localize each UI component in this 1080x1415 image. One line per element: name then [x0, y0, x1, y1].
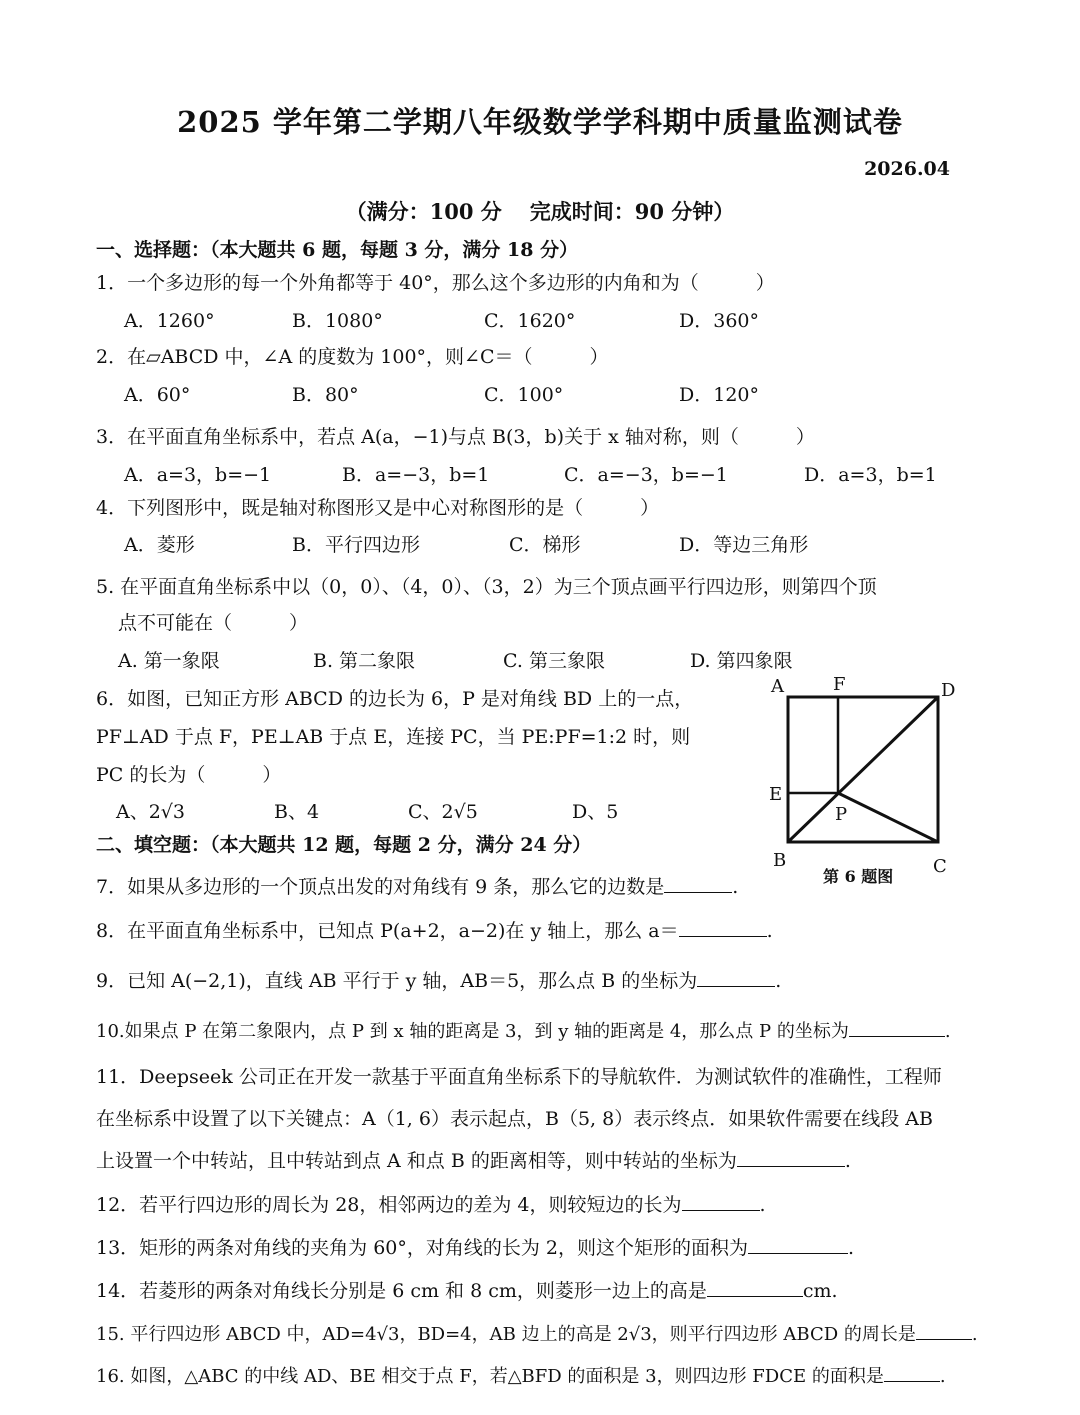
question-14-end: cm. [802, 1280, 838, 1302]
question-16 [96, 1362, 946, 1388]
question-12-text: 12．若平行四边形的周长为 28，相邻两边的差为 4，则较短边的长为 [96, 1194, 682, 1216]
q1-option-b[interactable]: B．1080° [292, 310, 383, 332]
label-e: E [769, 784, 783, 805]
question-10-end: . [944, 1021, 951, 1042]
q4-option-b[interactable]: B．平行四边形 [292, 534, 420, 556]
q5-option-a[interactable]: A. 第一象限 [118, 650, 220, 672]
label-a: A [771, 676, 784, 697]
question-8-text: 8．在平面直角坐标系中，已知点 P(a+2，a−2)在 y 轴上，那么 a＝ [96, 920, 679, 942]
question-15 [96, 1320, 978, 1346]
question-15-text: 15. 平行四边形 ABCD 中，AD=4√3，BD=4，AB 边上的高是 2√3，则平行四边形 ABCD 的周长是 [96, 1324, 916, 1345]
q10-answer-blank[interactable] [849, 1018, 945, 1037]
question-14-text: 14．若菱形的两条对角线长分别是 6 cm 和 8 cm，则菱形一边上的高是 [96, 1280, 707, 1302]
question-2: 2．在▱ABCD 中，∠A 的度数为 100°，则∠C＝（ ） [96, 346, 609, 368]
q16-answer-blank[interactable] [884, 1363, 940, 1382]
question-11-end: . [844, 1150, 851, 1172]
time-limit: 完成时间：90 分钟） [529, 199, 735, 224]
q4-option-d[interactable]: D．等边三角形 [679, 534, 809, 556]
question-5-line-2: 点不可能在（ ） [118, 612, 309, 634]
q1-option-a[interactable]: A．1260° [124, 310, 215, 332]
q13-answer-blank[interactable] [748, 1235, 848, 1254]
question-11-line-2: 在坐标系中设置了以下关键点：A（1, 6）表示起点，B（5, 8）表示终点．如果软件需要在线段 AB [96, 1108, 933, 1130]
q7-answer-blank[interactable] [664, 874, 732, 893]
label-b: B [773, 850, 787, 871]
q3-option-c[interactable]: C．a=−3，b=−1 [564, 464, 728, 486]
question-1: 1．一个多边形的每一个外角都等于 40°，那么这个多边形的内角和为（ ） [96, 272, 775, 294]
q4-option-c[interactable]: C．梯形 [509, 534, 581, 556]
question-14 [96, 1276, 838, 1303]
question-11-text: 上设置一个中转站，且中转站到点 A 和点 B 的距离相等，则中转站的坐标为 [96, 1150, 737, 1172]
exam-title: 2025 学年第二学期八年级数学学科期中质量监测试卷 [177, 105, 903, 139]
q12-answer-blank[interactable] [682, 1192, 760, 1211]
label-d: D [941, 680, 956, 701]
q9-answer-blank[interactable] [697, 968, 775, 987]
q11-answer-blank[interactable] [737, 1148, 845, 1167]
q6-option-b[interactable]: B、4 [274, 801, 320, 823]
question-6-line-1: 6．如图，已知正方形 ABCD 的边长为 6，P 是对角线 BD 上的一点， [96, 688, 694, 710]
full-score: （满分：100 分 [345, 199, 502, 224]
question-16-text: 16. 如图，△ABC 的中线 AD、BE 相交于点 F，若△BFD 的面积是 3，则四边形 FDCE 的面积是 [96, 1366, 884, 1387]
q15-answer-blank[interactable] [916, 1321, 972, 1340]
segment-pc [838, 793, 938, 842]
q1-option-c[interactable]: C．1620° [484, 310, 576, 332]
question-7-end: . [732, 876, 739, 898]
exam-meta [0, 196, 1080, 226]
question-3: 3．在平面直角坐标系中，若点 A(a，−1)与点 B(3，b)关于 x 轴对称，则（ ） [96, 426, 815, 448]
q4-option-a[interactable]: A．菱形 [124, 534, 195, 556]
q3-option-a[interactable]: A．a=3，b=−1 [124, 464, 272, 486]
question-11-line-3 [96, 1146, 851, 1173]
label-c: C [933, 856, 947, 877]
q6-option-d[interactable]: D、5 [572, 801, 619, 823]
question-4: 4．下列图形中，既是轴对称图形又是中心对称图形的是（ ） [96, 497, 660, 519]
question-9-text: 9．已知 A(−2,1)，直线 AB 平行于 y 轴，AB＝5，那么点 B 的坐标为 [96, 970, 698, 992]
q2-option-c[interactable]: C．100° [484, 384, 564, 406]
question-6-line-3: PC 的长为（ ） [96, 764, 282, 786]
question-10-text: 10.如果点 P 在第二象限内，点 P 到 x 轴的距离是 3，到 y 轴的距离是 4，那么点 P 的坐标为 [96, 1021, 849, 1042]
q14-answer-blank[interactable] [707, 1278, 803, 1297]
label-f: F [833, 674, 846, 695]
question-11-line-1: 11．Deepseek 公司正在开发一款基于平面直角坐标系下的导航软件．为测试软件的准确性，工程师 [96, 1066, 942, 1088]
question-8 [96, 916, 773, 943]
q2-option-a[interactable]: A．60° [124, 384, 191, 406]
exam-date: 2026.04 [864, 158, 950, 180]
section-fill-heading: 二、填空题：（本大题共 12 题，每题 2 分，满分 24 分） [96, 834, 592, 856]
question-13-end: . [848, 1237, 855, 1259]
question-12 [96, 1190, 766, 1217]
question-7 [96, 872, 738, 899]
question-10 [96, 1017, 951, 1043]
label-p: P [835, 804, 848, 825]
question-13-text: 13．矩形的两条对角线的夹角为 60°，对角线的长为 2，则这个矩形的面积为 [96, 1237, 749, 1259]
question-8-end: . [766, 920, 773, 942]
q6-option-a[interactable]: A、2√3 [116, 801, 186, 823]
question-16-end: . [939, 1366, 946, 1387]
question-7-text: 7．如果从多边形的一个顶点出发的对角线有 9 条，那么它的边数是 [96, 876, 665, 898]
question-13 [96, 1233, 854, 1260]
diagonal-bd [788, 697, 938, 842]
q3-option-d[interactable]: D．a=3，b=1 [804, 464, 937, 486]
q5-option-c[interactable]: C. 第三象限 [503, 650, 605, 672]
q2-option-b[interactable]: B．80° [292, 384, 359, 406]
q1-option-d[interactable]: D．360° [679, 310, 759, 332]
question-15-end: . [971, 1324, 978, 1345]
figure-6 [765, 672, 965, 892]
q3-option-b[interactable]: B．a=−3，b=1 [342, 464, 490, 486]
question-6-line-2: PF⊥AD 于点 F，PE⊥AB 于点 E，连接 PC，当 PE:PF=1:2 时，则 [96, 726, 691, 748]
section-choice-heading: 一、选择题：（本大题共 6 题，每题 3 分，满分 18 分） [96, 239, 579, 261]
q2-option-d[interactable]: D．120° [679, 384, 759, 406]
figure-6-caption: 第 6 题图 [823, 867, 894, 886]
question-5-line-1: 5. 在平面直角坐标系中以（0，0）、（4，0）、（3，2）为三个顶点画平行四边形，则第四个顶 [96, 576, 877, 598]
question-9 [96, 966, 781, 993]
question-12-end: . [759, 1194, 766, 1216]
q8-answer-blank[interactable] [679, 918, 767, 937]
q6-option-c[interactable]: C、2√5 [408, 801, 478, 823]
question-9-end: . [775, 970, 782, 992]
q5-option-d[interactable]: D. 第四象限 [690, 650, 793, 672]
q5-option-b[interactable]: B. 第二象限 [313, 650, 416, 672]
